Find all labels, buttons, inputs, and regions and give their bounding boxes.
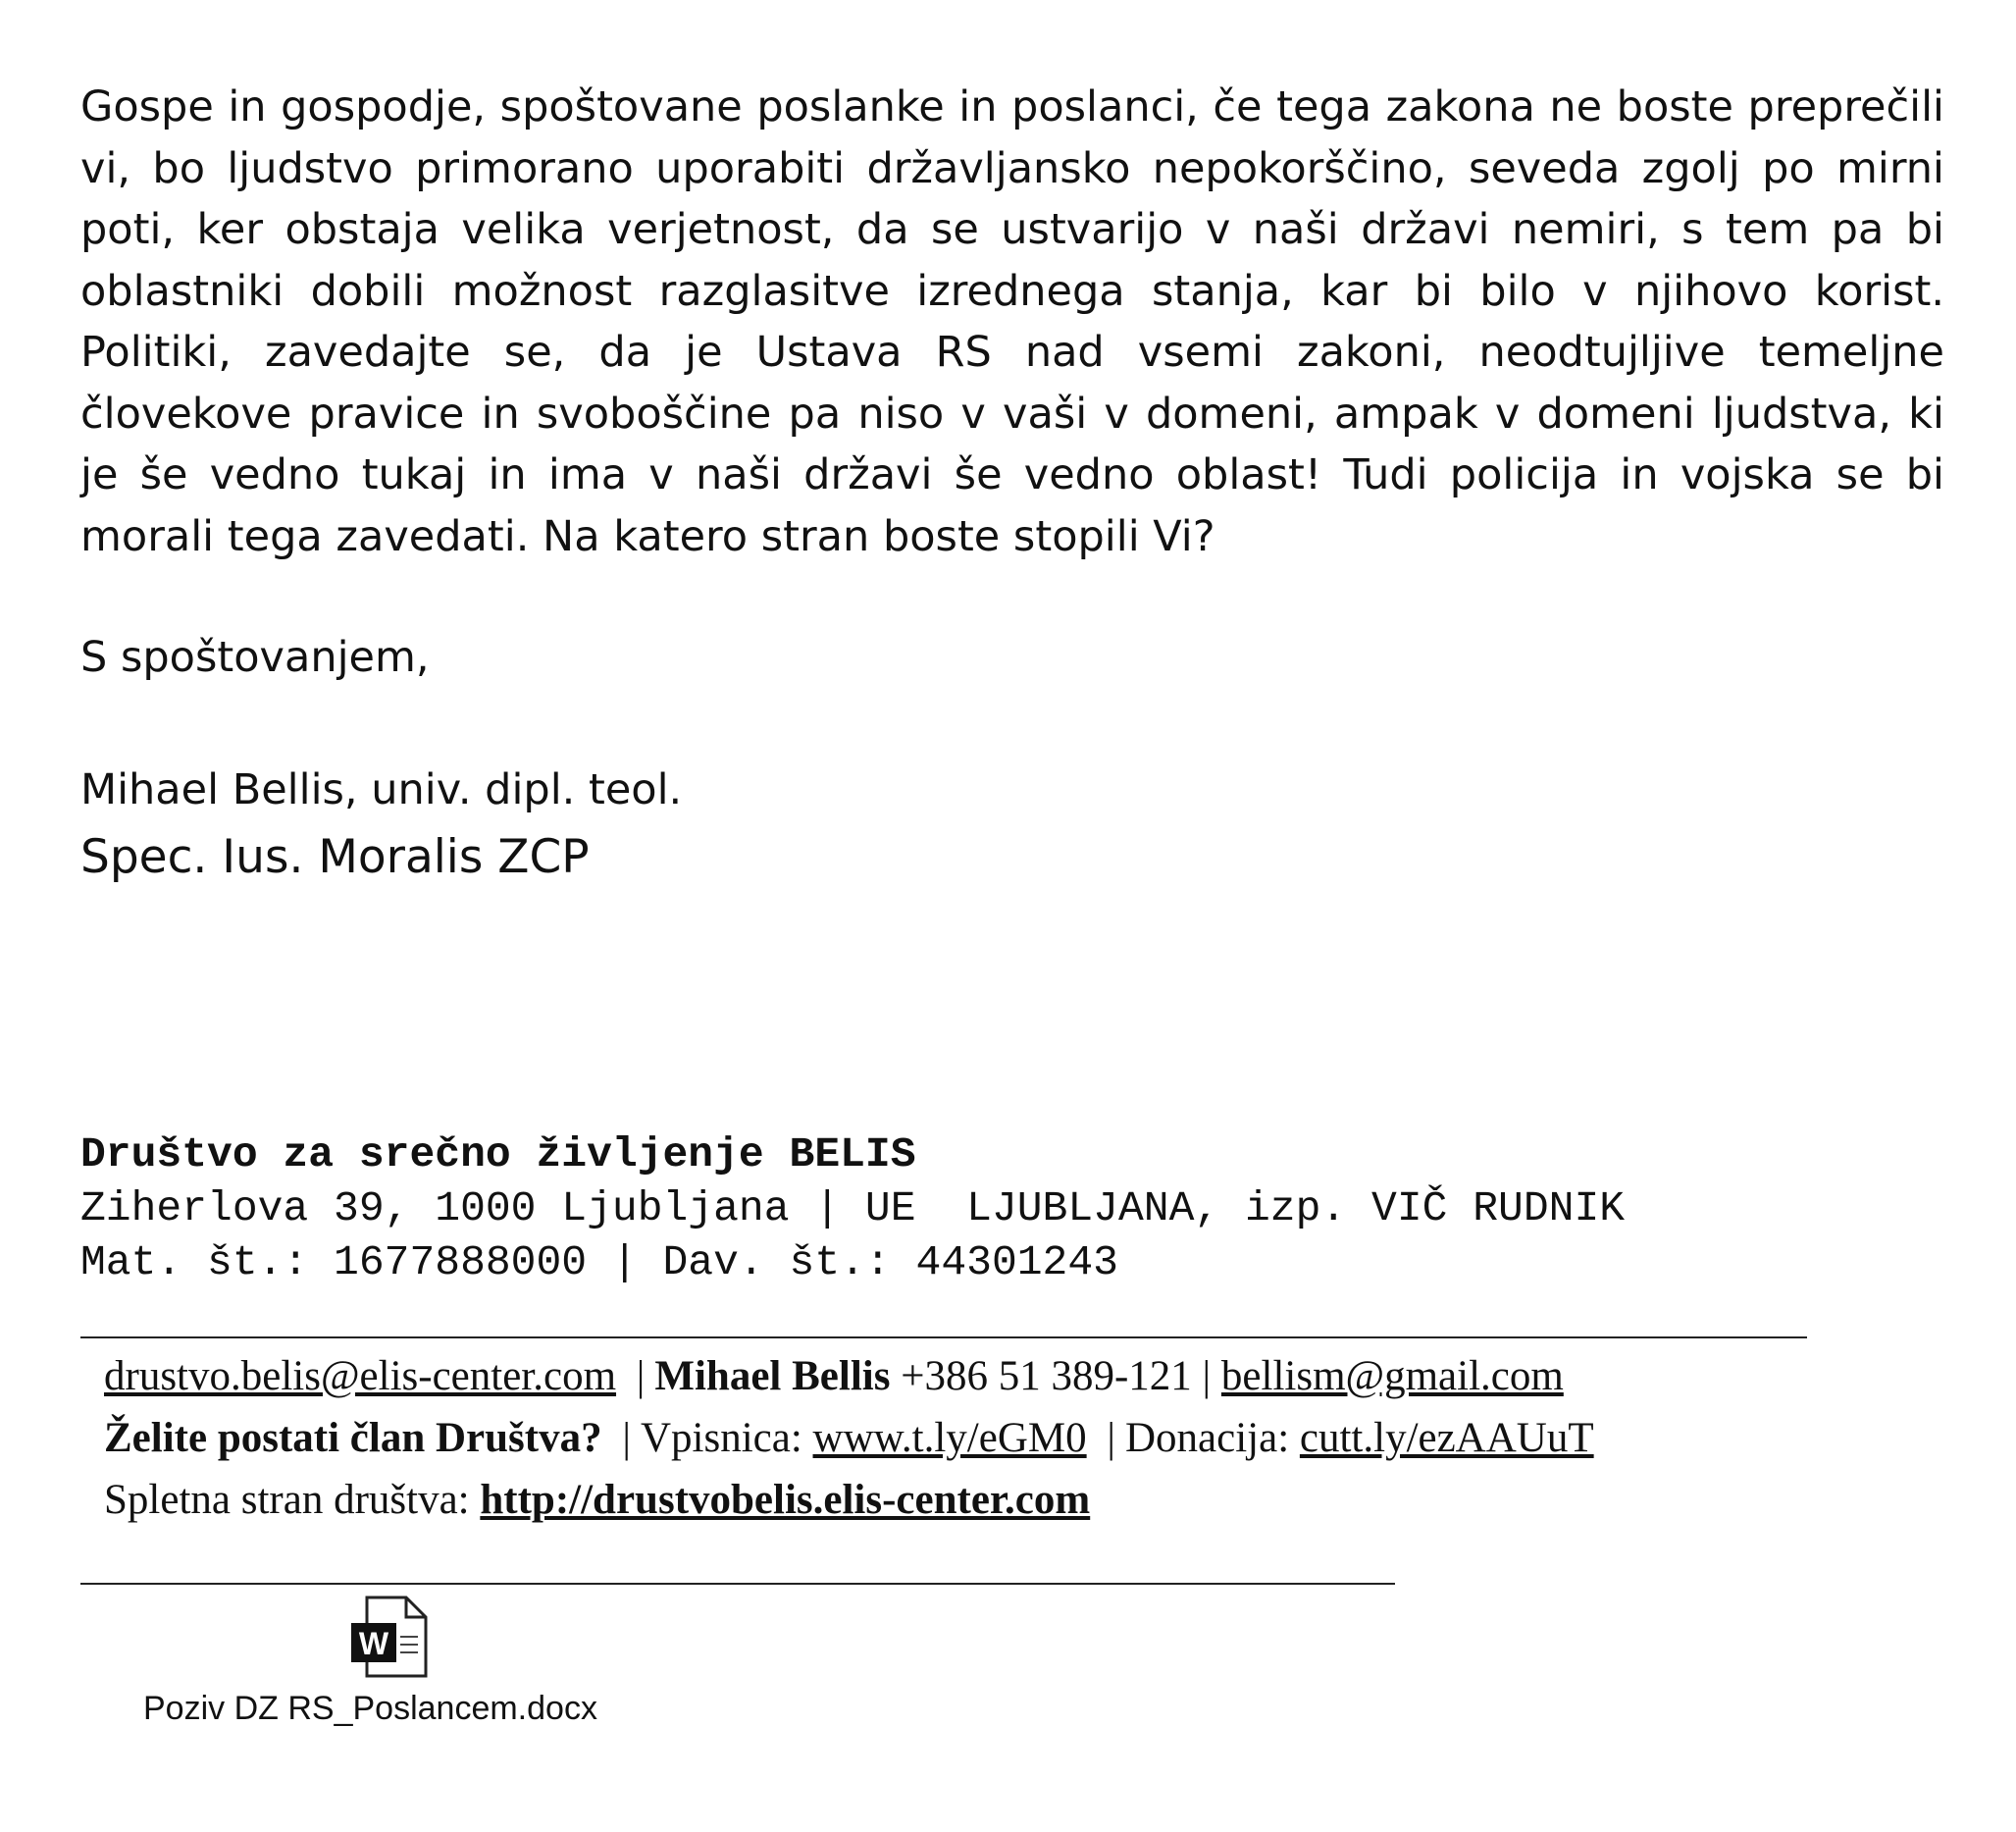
website-label: Spletna stran društva:	[104, 1477, 470, 1523]
contact-line-3	[104, 1476, 1090, 1524]
attachment-filename[interactable]: Poziv DZ RS_Poslancem.docx	[143, 1690, 597, 1727]
organization-name: Društvo za srečno življenje BELIS	[80, 1130, 916, 1178]
organization-ids: Mat. št.: 1677888000 | Dav. št.: 44301243	[80, 1238, 1118, 1286]
signup-label: Vpisnica:	[640, 1415, 802, 1461]
org-email-link[interactable]: drustvo.belis@elis-center.com	[104, 1353, 617, 1399]
letter-closing: S spoštovanjem,	[80, 633, 430, 682]
signature-title: Spec. Ius. Moralis ZCP	[80, 830, 590, 884]
contact-person-name: Mihael Bellis	[654, 1353, 891, 1399]
website-link[interactable]: http://drustvobelis.elis-center.com	[480, 1477, 1091, 1523]
letter-body: Gospe in gospodje, spoštovane poslanke in poslanci, če tega zakona ne boste preprečili vi, bo ljudstvo primorano uporabiti državljansko nepokorščino, seveda zgolj po mirni poti, ker obstaja velika verjetnost, da se ustvarijo v naši državi nemiri, s tem pa bi oblastniki dobili možnost razglasitve izrednega stanja, kar bi bilo v njihovo korist. Politiki, zavedajte se, da je Ustava RS nad vsemi zakoni, neodtujljive temeljne človekove pravice in svoboščine pa niso v vaši v domeni, ampak v domeni ljudstva, ki je še vedno tukaj in ima v naši državi še vedno oblast! Tudi policija in vojska se bi morali tega zavedati. Na katero stran boste stopili Vi?	[80, 82, 1944, 561]
donation-link[interactable]: cutt.ly/ezAAUuT	[1299, 1415, 1594, 1461]
person-email-link[interactable]: bellism@gmail.com	[1220, 1353, 1564, 1399]
signup-link[interactable]: www.t.ly/eGM0	[812, 1415, 1087, 1461]
separator: |	[1202, 1353, 1212, 1399]
svg-text:W: W	[358, 1626, 389, 1661]
contact-phone: +386 51 389-121	[901, 1353, 1192, 1399]
organization-address: Ziherlova 39, 1000 Ljubljana | UE LJUBLJANA, izp. VIČ RUDNIK	[80, 1184, 1626, 1232]
signature-name: Mihael Bellis, univ. dipl. teol.	[80, 765, 683, 814]
separator: |	[622, 1415, 631, 1461]
donation-label: Donacija:	[1124, 1415, 1290, 1461]
separator: |	[1107, 1415, 1115, 1461]
contact-line-1	[104, 1352, 1564, 1400]
divider-bottom	[80, 1583, 1395, 1585]
divider-top	[80, 1336, 1807, 1338]
contact-line-2	[104, 1414, 1594, 1462]
separator: |	[636, 1353, 646, 1399]
word-document-icon[interactable]	[349, 1596, 428, 1678]
join-question: Želite postati član Društva?	[104, 1415, 602, 1461]
